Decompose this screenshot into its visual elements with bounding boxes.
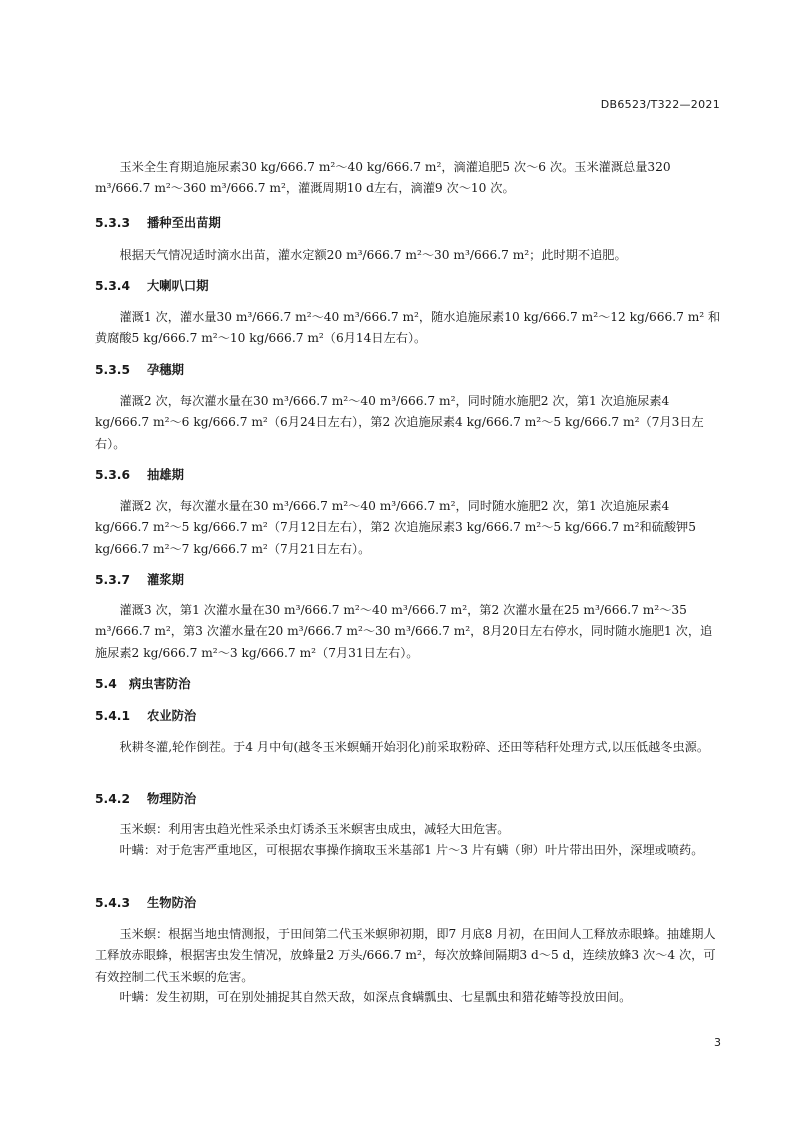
section-title: 播种至出苗期 xyxy=(147,216,221,230)
section-number: 5.4.2 xyxy=(95,792,131,806)
section-heading-5-4-3 xyxy=(95,893,721,913)
section-heading-5-3-4 xyxy=(95,276,721,296)
section-heading-5-4-2 xyxy=(95,789,721,809)
section-heading-5-4 xyxy=(95,674,721,694)
section-number: 5.4.1 xyxy=(95,709,131,723)
section-number: 5.3.6 xyxy=(95,468,131,482)
paragraph-5-4-3-corn-borer: 玉米螟：根据当地虫情测报，于田间第二代玉米螟卵初期，即7 月底8 月初，在田间人工释放赤眼蜂。抽雄期人工释放赤眼蜂，根据害虫发生情况，放蜂量2 万头/666.7 m²，每次放蜂间隔期3 d～5 d，连续放蜂3 次～4 次，可有效控制二代玉米螟的危害。 xyxy=(95,927,716,984)
paragraph-intro: 玉米全生育期追施尿素30 kg/666.7 m²～40 kg/666.7 m²，滴灌追肥5 次～6 次。玉米灌溉总量320 m³/666.7 m²～360 m³/666.7 m²，灌溉周期10 d左右，滴灌9 次～10 次。 xyxy=(95,160,671,196)
section-title: 病虫害防治 xyxy=(129,677,191,691)
paragraph-5-3-4: 灌溉1 次，灌水量30 m³/666.7 m²～40 m³/666.7 m²，随水追施尿素10 kg/666.7 m²～12 kg/666.7 m² 和黄腐酸5 kg/666.7 m²～10 kg/666.7 m²（6月14日左右）。 xyxy=(95,310,721,346)
section-title: 农业防治 xyxy=(147,709,197,723)
paragraph-5-3-6: 灌溉2 次，每次灌水量在30 m³/666.7 m²～40 m³/666.7 m²，同时随水施肥2 次，第1 次追施尿素4 kg/666.7 m²～5 kg/666.7 m²（7月12日左右），第2 次追施尿素3 kg/666.7 m²～5 kg/666.7 m²和硫酸钾5 kg/666.7 m²～7 kg/666.7 m²（7月21日左右）。 xyxy=(95,499,696,556)
section-number: 5.3.5 xyxy=(95,363,131,377)
paragraph-5-3-3: 根据天气情况适时滴水出苗，灌水定额20 m³/666.7 m²～30 m³/666.7 m²；此时期不追肥。 xyxy=(119,248,627,262)
section-number: 5.3.7 xyxy=(95,573,131,587)
section-heading-5-3-5 xyxy=(95,360,721,380)
section-title: 生物防治 xyxy=(147,896,197,910)
section-heading-5-3-7 xyxy=(95,570,721,590)
section-title: 孕穗期 xyxy=(147,363,184,377)
section-number: 5.3.4 xyxy=(95,279,131,293)
section-number: 5.4.3 xyxy=(95,896,131,910)
page-number: 3 xyxy=(714,1036,721,1049)
paragraph-5-4-2-corn-borer: 玉米螟：利用害虫趋光性采杀虫灯诱杀玉米螟害虫成虫，减轻大田危害。 xyxy=(119,822,510,836)
section-title: 灌浆期 xyxy=(147,573,184,587)
paragraph-5-4-2-mite: 叶螨：对于危害严重地区，可根据农事操作摘取玉米基部1 片～3 片有螨（卵）叶片带出田外，深埋或喷药。 xyxy=(119,843,704,857)
section-heading-5-3-3 xyxy=(95,213,721,233)
paragraph-5-4-1: 秋耕冬灌,轮作倒茬。于4 月中旬(越冬玉米螟蛹开始羽化)前采取粉碎、还田等秸秆处理方式,以压低越冬虫源。 xyxy=(119,740,710,754)
paragraph-5-3-5: 灌溉2 次，每次灌水量在30 m³/666.7 m²～40 m³/666.7 m²，同时随水施肥2 次，第1 次追施尿素4 kg/666.7 m²～6 kg/666.7 m²（6月24日左右），第2 次追施尿素4 kg/666.7 m²～5 kg/666.7 m²（7月3日左右）。 xyxy=(95,394,704,451)
section-title: 抽雄期 xyxy=(147,468,184,482)
paragraph-5-3-7: 灌溉3 次，第1 次灌水量在30 m³/666.7 m²～40 m³/666.7 m²，第2 次灌水量在25 m³/666.7 m²～35 m³/666.7 m²，第3 次灌水量在20 m³/666.7 m²～30 m³/666.7 m²，8月20日左右停水，同时随水施肥1 次，追施尿素2 kg/666.7 m²～3 kg/666.7 m²（7月31日左右）。 xyxy=(95,603,713,660)
section-heading-5-3-6 xyxy=(95,465,721,485)
section-number: 5.4 xyxy=(95,677,117,691)
document-code: DB6523/T322—2021 xyxy=(600,98,720,111)
section-heading-5-4-1 xyxy=(95,706,721,726)
paragraph-5-4-3-mite: 叶螨：发生初期，可在别处捕捉其自然天敌，如深点食螨瓢虫、七星瓢虫和猎花蝽等投放田间。 xyxy=(119,990,632,1004)
section-number: 5.3.3 xyxy=(95,216,131,230)
section-title: 物理防治 xyxy=(147,792,197,806)
section-title: 大喇叭口期 xyxy=(147,279,209,293)
